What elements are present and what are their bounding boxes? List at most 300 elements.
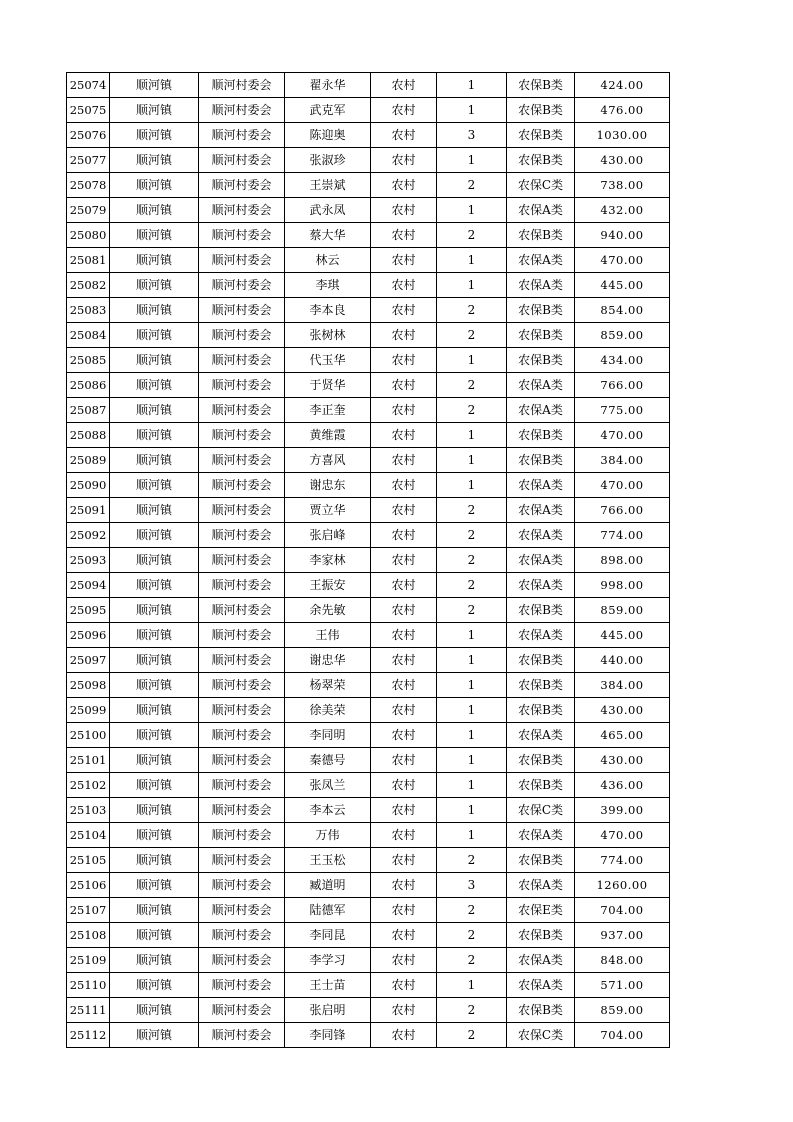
table-row — [67, 998, 670, 1023]
town-cell: 顺河镇 — [110, 223, 199, 248]
village-committee-cell: 顺河村委会 — [199, 123, 285, 148]
record-id-cell: 25105 — [67, 848, 110, 873]
insurance-class-cell: 农保A类 — [507, 498, 575, 523]
person-name-cell: 李本良 — [285, 298, 371, 323]
amount-cell: 854.00 — [575, 298, 670, 323]
village-committee-cell: 顺河村委会 — [199, 323, 285, 348]
record-id-cell: 25084 — [67, 323, 110, 348]
record-id-cell: 25111 — [67, 998, 110, 1023]
amount-cell: 470.00 — [575, 248, 670, 273]
table-row — [67, 598, 670, 623]
household-size-cell: 2 — [437, 498, 507, 523]
household-size-cell: 2 — [437, 398, 507, 423]
area-type-cell: 农村 — [371, 348, 437, 373]
town-cell: 顺河镇 — [110, 1023, 199, 1048]
person-name-cell: 李同昆 — [285, 923, 371, 948]
insurance-class-cell: 农保A类 — [507, 523, 575, 548]
area-type-cell: 农村 — [371, 723, 437, 748]
area-type-cell: 农村 — [371, 148, 437, 173]
person-name-cell: 李同明 — [285, 723, 371, 748]
record-id-cell: 25091 — [67, 498, 110, 523]
insurance-class-cell: 农保B类 — [507, 148, 575, 173]
record-id-cell: 25104 — [67, 823, 110, 848]
table-row — [67, 148, 670, 173]
table-row — [67, 548, 670, 573]
amount-cell: 571.00 — [575, 973, 670, 998]
area-type-cell: 农村 — [371, 423, 437, 448]
insurance-class-cell: 农保B类 — [507, 923, 575, 948]
amount-cell: 430.00 — [575, 698, 670, 723]
household-size-cell: 1 — [437, 823, 507, 848]
household-size-cell: 1 — [437, 423, 507, 448]
table-row — [67, 523, 670, 548]
town-cell: 顺河镇 — [110, 673, 199, 698]
area-type-cell: 农村 — [371, 648, 437, 673]
area-type-cell: 农村 — [371, 598, 437, 623]
record-id-cell: 25090 — [67, 473, 110, 498]
household-size-cell: 3 — [437, 123, 507, 148]
table-row — [67, 373, 670, 398]
insurance-class-cell: 农保A类 — [507, 548, 575, 573]
person-name-cell: 李本云 — [285, 798, 371, 823]
village-committee-cell: 顺河村委会 — [199, 498, 285, 523]
area-type-cell: 农村 — [371, 673, 437, 698]
insurance-class-cell: 农保A类 — [507, 398, 575, 423]
person-name-cell: 王伟 — [285, 623, 371, 648]
insurance-class-cell: 农保A类 — [507, 973, 575, 998]
area-type-cell: 农村 — [371, 748, 437, 773]
person-name-cell: 贾立华 — [285, 498, 371, 523]
person-name-cell: 于贤华 — [285, 373, 371, 398]
table-row — [67, 448, 670, 473]
person-name-cell: 张凤兰 — [285, 773, 371, 798]
amount-cell: 440.00 — [575, 648, 670, 673]
person-name-cell: 李家林 — [285, 548, 371, 573]
amount-cell: 465.00 — [575, 723, 670, 748]
amount-cell: 1030.00 — [575, 123, 670, 148]
area-type-cell: 农村 — [371, 798, 437, 823]
household-size-cell: 1 — [437, 273, 507, 298]
town-cell: 顺河镇 — [110, 98, 199, 123]
insurance-class-cell: 农保B类 — [507, 848, 575, 873]
town-cell: 顺河镇 — [110, 523, 199, 548]
amount-cell: 470.00 — [575, 423, 670, 448]
area-type-cell: 农村 — [371, 948, 437, 973]
area-type-cell: 农村 — [371, 248, 437, 273]
record-id-cell: 25080 — [67, 223, 110, 248]
insurance-class-cell: 农保B类 — [507, 73, 575, 98]
town-cell: 顺河镇 — [110, 198, 199, 223]
insurance-class-cell: 农保B类 — [507, 348, 575, 373]
area-type-cell: 农村 — [371, 323, 437, 348]
record-id-cell: 25082 — [67, 273, 110, 298]
person-name-cell: 武克军 — [285, 98, 371, 123]
town-cell: 顺河镇 — [110, 998, 199, 1023]
village-committee-cell: 顺河村委会 — [199, 798, 285, 823]
record-id-cell: 25102 — [67, 773, 110, 798]
household-size-cell: 2 — [437, 948, 507, 973]
amount-cell: 445.00 — [575, 623, 670, 648]
person-name-cell: 陈迎奥 — [285, 123, 371, 148]
person-name-cell: 杨翠荣 — [285, 673, 371, 698]
amount-cell: 1260.00 — [575, 873, 670, 898]
village-committee-cell: 顺河村委会 — [199, 898, 285, 923]
record-id-cell: 25085 — [67, 348, 110, 373]
village-committee-cell: 顺河村委会 — [199, 373, 285, 398]
area-type-cell: 农村 — [371, 1023, 437, 1048]
town-cell: 顺河镇 — [110, 623, 199, 648]
town-cell: 顺河镇 — [110, 348, 199, 373]
amount-cell: 766.00 — [575, 498, 670, 523]
table-row — [67, 798, 670, 823]
person-name-cell: 谢忠东 — [285, 473, 371, 498]
village-committee-cell: 顺河村委会 — [199, 298, 285, 323]
record-id-cell: 25092 — [67, 523, 110, 548]
area-type-cell: 农村 — [371, 773, 437, 798]
household-size-cell: 1 — [437, 648, 507, 673]
person-name-cell: 武永凤 — [285, 198, 371, 223]
table-row — [67, 298, 670, 323]
insurance-class-cell: 农保A类 — [507, 373, 575, 398]
record-id-cell: 25081 — [67, 248, 110, 273]
area-type-cell: 农村 — [371, 923, 437, 948]
record-id-cell: 25103 — [67, 798, 110, 823]
record-id-cell: 25086 — [67, 373, 110, 398]
household-size-cell: 2 — [437, 548, 507, 573]
person-name-cell: 张淑珍 — [285, 148, 371, 173]
household-size-cell: 3 — [437, 873, 507, 898]
village-committee-cell: 顺河村委会 — [199, 448, 285, 473]
household-size-cell: 2 — [437, 1023, 507, 1048]
insurance-class-cell: 农保B类 — [507, 223, 575, 248]
town-cell: 顺河镇 — [110, 323, 199, 348]
amount-cell: 384.00 — [575, 448, 670, 473]
insurance-class-cell: 农保C类 — [507, 1023, 575, 1048]
village-committee-cell: 顺河村委会 — [199, 723, 285, 748]
record-id-cell: 25095 — [67, 598, 110, 623]
table-row — [67, 348, 670, 373]
person-name-cell: 李琪 — [285, 273, 371, 298]
household-size-cell: 2 — [437, 298, 507, 323]
record-id-cell: 25112 — [67, 1023, 110, 1048]
town-cell: 顺河镇 — [110, 398, 199, 423]
household-size-cell: 2 — [437, 223, 507, 248]
town-cell: 顺河镇 — [110, 373, 199, 398]
amount-cell: 445.00 — [575, 273, 670, 298]
village-committee-cell: 顺河村委会 — [199, 823, 285, 848]
person-name-cell: 李正奎 — [285, 398, 371, 423]
village-committee-cell: 顺河村委会 — [199, 548, 285, 573]
town-cell: 顺河镇 — [110, 823, 199, 848]
household-size-cell: 1 — [437, 248, 507, 273]
person-name-cell: 林云 — [285, 248, 371, 273]
area-type-cell: 农村 — [371, 473, 437, 498]
area-type-cell: 农村 — [371, 298, 437, 323]
town-cell: 顺河镇 — [110, 73, 199, 98]
insurance-class-cell: 农保A类 — [507, 623, 575, 648]
town-cell: 顺河镇 — [110, 298, 199, 323]
village-committee-cell: 顺河村委会 — [199, 423, 285, 448]
record-id-cell: 25093 — [67, 548, 110, 573]
person-name-cell: 陆德军 — [285, 898, 371, 923]
village-committee-cell: 顺河村委会 — [199, 98, 285, 123]
record-id-cell: 25094 — [67, 573, 110, 598]
table-row — [67, 173, 670, 198]
record-id-cell: 25087 — [67, 398, 110, 423]
insurance-class-cell: 农保A类 — [507, 273, 575, 298]
household-size-cell: 2 — [437, 373, 507, 398]
household-size-cell: 1 — [437, 73, 507, 98]
table-row — [67, 698, 670, 723]
person-name-cell: 万伟 — [285, 823, 371, 848]
area-type-cell: 农村 — [371, 823, 437, 848]
table-row — [67, 748, 670, 773]
record-id-cell: 25074 — [67, 73, 110, 98]
insurance-class-cell: 农保B类 — [507, 298, 575, 323]
village-committee-cell: 顺河村委会 — [199, 223, 285, 248]
village-committee-cell: 顺河村委会 — [199, 598, 285, 623]
table-row — [67, 848, 670, 873]
person-name-cell: 代玉华 — [285, 348, 371, 373]
person-name-cell: 李学习 — [285, 948, 371, 973]
person-name-cell: 蔡大华 — [285, 223, 371, 248]
record-id-cell: 25097 — [67, 648, 110, 673]
table-row — [67, 498, 670, 523]
insurance-class-cell: 农保B类 — [507, 673, 575, 698]
town-cell: 顺河镇 — [110, 573, 199, 598]
record-id-cell: 25089 — [67, 448, 110, 473]
household-size-cell: 2 — [437, 923, 507, 948]
town-cell: 顺河镇 — [110, 598, 199, 623]
amount-cell: 848.00 — [575, 948, 670, 973]
insurance-class-cell: 农保E类 — [507, 898, 575, 923]
insurance-class-cell: 农保B类 — [507, 773, 575, 798]
area-type-cell: 农村 — [371, 73, 437, 98]
town-cell: 顺河镇 — [110, 873, 199, 898]
amount-cell: 859.00 — [575, 323, 670, 348]
table-row — [67, 123, 670, 148]
person-name-cell: 黄维霞 — [285, 423, 371, 448]
household-size-cell: 2 — [437, 523, 507, 548]
area-type-cell: 农村 — [371, 173, 437, 198]
town-cell: 顺河镇 — [110, 173, 199, 198]
insurance-class-cell: 农保B类 — [507, 598, 575, 623]
area-type-cell: 农村 — [371, 98, 437, 123]
village-committee-cell: 顺河村委会 — [199, 873, 285, 898]
person-name-cell: 张树林 — [285, 323, 371, 348]
amount-cell: 774.00 — [575, 523, 670, 548]
amount-cell: 476.00 — [575, 98, 670, 123]
amount-cell: 998.00 — [575, 573, 670, 598]
village-committee-cell: 顺河村委会 — [199, 73, 285, 98]
insurance-class-cell: 农保A类 — [507, 248, 575, 273]
table-row — [67, 473, 670, 498]
amount-cell: 424.00 — [575, 73, 670, 98]
village-committee-cell: 顺河村委会 — [199, 248, 285, 273]
household-size-cell: 1 — [437, 698, 507, 723]
record-id-cell: 25076 — [67, 123, 110, 148]
table-row — [67, 973, 670, 998]
person-name-cell: 张启峰 — [285, 523, 371, 548]
household-size-cell: 1 — [437, 98, 507, 123]
record-id-cell: 25108 — [67, 923, 110, 948]
insurance-class-cell: 农保A类 — [507, 823, 575, 848]
table-row — [67, 398, 670, 423]
insurance-class-cell: 农保A类 — [507, 473, 575, 498]
village-committee-cell: 顺河村委会 — [199, 773, 285, 798]
area-type-cell: 农村 — [371, 848, 437, 873]
amount-cell: 940.00 — [575, 223, 670, 248]
record-id-cell: 25079 — [67, 198, 110, 223]
amount-cell: 434.00 — [575, 348, 670, 373]
record-id-cell: 25110 — [67, 973, 110, 998]
table-row — [67, 948, 670, 973]
household-size-cell: 1 — [437, 198, 507, 223]
area-type-cell: 农村 — [371, 373, 437, 398]
town-cell: 顺河镇 — [110, 273, 199, 298]
amount-cell: 399.00 — [575, 798, 670, 823]
village-committee-cell: 顺河村委会 — [199, 748, 285, 773]
person-name-cell: 臧道明 — [285, 873, 371, 898]
table-row — [67, 873, 670, 898]
table-row — [67, 73, 670, 98]
household-size-cell: 2 — [437, 323, 507, 348]
area-type-cell: 农村 — [371, 398, 437, 423]
insurance-class-cell: 农保C类 — [507, 173, 575, 198]
record-id-cell: 25075 — [67, 98, 110, 123]
household-size-cell: 2 — [437, 173, 507, 198]
insurance-class-cell: 农保A类 — [507, 723, 575, 748]
amount-cell: 430.00 — [575, 748, 670, 773]
person-name-cell: 余先敏 — [285, 598, 371, 623]
village-committee-cell: 顺河村委会 — [199, 848, 285, 873]
town-cell: 顺河镇 — [110, 148, 199, 173]
amount-cell: 470.00 — [575, 823, 670, 848]
amount-cell: 859.00 — [575, 998, 670, 1023]
village-committee-cell: 顺河村委会 — [199, 948, 285, 973]
household-size-cell: 1 — [437, 798, 507, 823]
insurance-class-cell: 农保C类 — [507, 798, 575, 823]
table-row — [67, 898, 670, 923]
insurance-class-cell: 农保B类 — [507, 98, 575, 123]
insurance-class-cell: 农保B类 — [507, 423, 575, 448]
area-type-cell: 农村 — [371, 873, 437, 898]
household-size-cell: 1 — [437, 623, 507, 648]
area-type-cell: 农村 — [371, 198, 437, 223]
record-id-cell: 25083 — [67, 298, 110, 323]
table-row — [67, 273, 670, 298]
area-type-cell: 农村 — [371, 548, 437, 573]
area-type-cell: 农村 — [371, 973, 437, 998]
household-size-cell: 2 — [437, 573, 507, 598]
person-name-cell: 张启明 — [285, 998, 371, 1023]
person-name-cell: 李同锋 — [285, 1023, 371, 1048]
area-type-cell: 农村 — [371, 223, 437, 248]
person-name-cell: 王玉松 — [285, 848, 371, 873]
town-cell: 顺河镇 — [110, 948, 199, 973]
household-size-cell: 1 — [437, 973, 507, 998]
amount-cell: 766.00 — [575, 373, 670, 398]
insurance-class-cell: 农保A类 — [507, 948, 575, 973]
household-size-cell: 1 — [437, 148, 507, 173]
table-row — [67, 98, 670, 123]
town-cell: 顺河镇 — [110, 498, 199, 523]
person-name-cell: 方喜风 — [285, 448, 371, 473]
town-cell: 顺河镇 — [110, 648, 199, 673]
village-committee-cell: 顺河村委会 — [199, 523, 285, 548]
town-cell: 顺河镇 — [110, 898, 199, 923]
table-row — [67, 248, 670, 273]
record-id-cell: 25109 — [67, 948, 110, 973]
village-committee-cell: 顺河村委会 — [199, 1023, 285, 1048]
table-row — [67, 223, 670, 248]
insurance-class-cell: 农保B类 — [507, 448, 575, 473]
insurance-class-cell: 农保B类 — [507, 748, 575, 773]
person-name-cell: 谢忠华 — [285, 648, 371, 673]
amount-cell: 704.00 — [575, 1023, 670, 1048]
village-committee-cell: 顺河村委会 — [199, 623, 285, 648]
town-cell: 顺河镇 — [110, 248, 199, 273]
household-size-cell: 2 — [437, 898, 507, 923]
town-cell: 顺河镇 — [110, 123, 199, 148]
amount-cell: 898.00 — [575, 548, 670, 573]
area-type-cell: 农村 — [371, 498, 437, 523]
record-id-cell: 25107 — [67, 898, 110, 923]
area-type-cell: 农村 — [371, 573, 437, 598]
household-size-cell: 1 — [437, 748, 507, 773]
area-type-cell: 农村 — [371, 523, 437, 548]
insurance-class-cell: 农保A类 — [507, 573, 575, 598]
area-type-cell: 农村 — [371, 898, 437, 923]
town-cell: 顺河镇 — [110, 923, 199, 948]
area-type-cell: 农村 — [371, 698, 437, 723]
household-size-cell: 1 — [437, 673, 507, 698]
table-row — [67, 923, 670, 948]
table-row — [67, 723, 670, 748]
table-row — [67, 773, 670, 798]
amount-cell: 738.00 — [575, 173, 670, 198]
record-id-cell: 25096 — [67, 623, 110, 648]
town-cell: 顺河镇 — [110, 423, 199, 448]
village-committee-cell: 顺河村委会 — [199, 273, 285, 298]
household-size-cell: 1 — [437, 773, 507, 798]
amount-cell: 470.00 — [575, 473, 670, 498]
record-id-cell: 25106 — [67, 873, 110, 898]
record-id-cell: 25077 — [67, 148, 110, 173]
town-cell: 顺河镇 — [110, 798, 199, 823]
household-size-cell: 2 — [437, 848, 507, 873]
area-type-cell: 农村 — [371, 998, 437, 1023]
insurance-class-cell: 农保B类 — [507, 648, 575, 673]
record-id-cell: 25101 — [67, 748, 110, 773]
table-row — [67, 423, 670, 448]
amount-cell: 774.00 — [575, 848, 670, 873]
table-row — [67, 198, 670, 223]
table-row — [67, 823, 670, 848]
table-row — [67, 1023, 670, 1048]
village-committee-cell: 顺河村委会 — [199, 973, 285, 998]
record-id-cell: 25099 — [67, 698, 110, 723]
person-name-cell: 王振安 — [285, 573, 371, 598]
insurance-class-cell: 农保B类 — [507, 698, 575, 723]
village-committee-cell: 顺河村委会 — [199, 398, 285, 423]
household-size-cell: 1 — [437, 473, 507, 498]
town-cell: 顺河镇 — [110, 448, 199, 473]
records-table-body — [67, 73, 670, 1048]
village-committee-cell: 顺河村委会 — [199, 473, 285, 498]
insurance-class-cell: 农保B类 — [507, 323, 575, 348]
record-id-cell: 25098 — [67, 673, 110, 698]
